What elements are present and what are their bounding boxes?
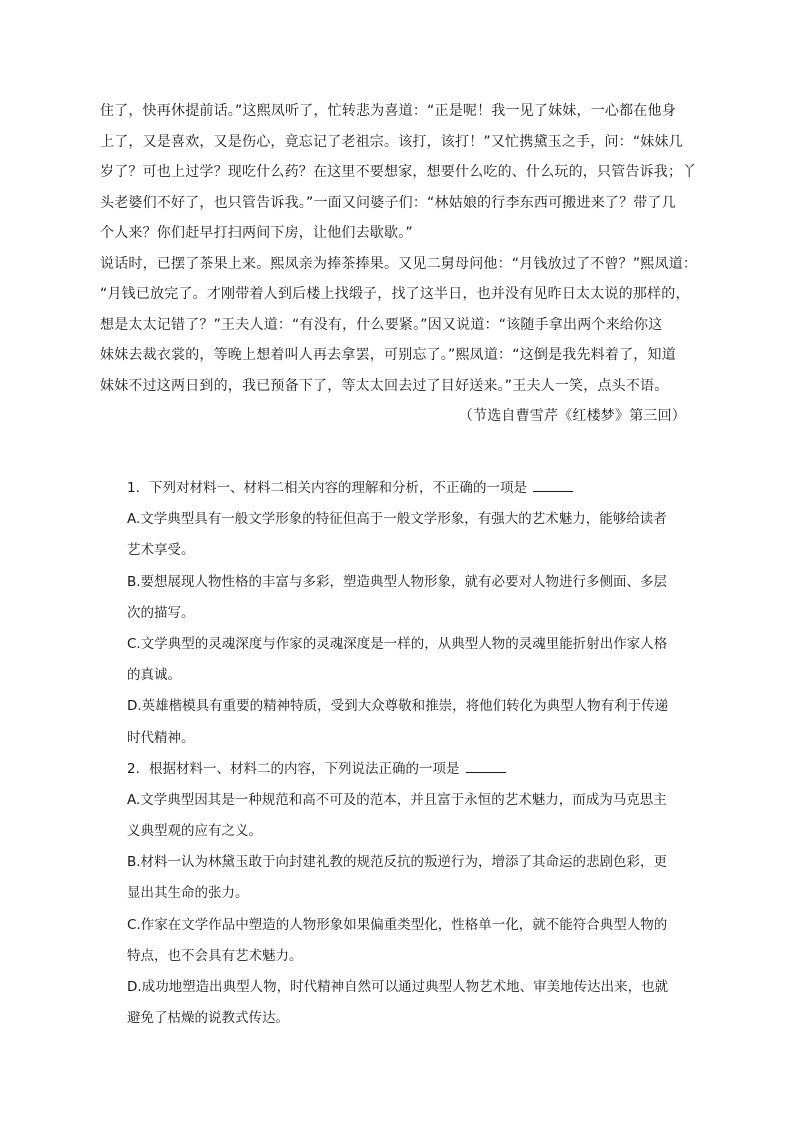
option-b-line: B.材料一认为林黛玉敢于向封建礼教的规范反抗的叛逆行为，增添了其命运的悲剧色彩，更 bbox=[127, 854, 668, 871]
passage-line: 头老婆们不好了，也只管告诉我。”一面又问婆子们：“林姑娘的行李东西可搬进来了？带了几 bbox=[100, 194, 676, 211]
passage-line: 说话时，已摆了茶果上来。熙凤亲为捧茶捧果。又见二舅母问他：“月钱放过了不曾？”熙凤道： bbox=[100, 255, 698, 272]
option-d-line: D.英雄楷模具有重要的精神特质，受到大众尊敬和推崇，将他们转化为典型人物有利于传递 bbox=[127, 698, 669, 715]
passage-line: 岁了？可也上过学？现吃什么药？在这里不要想家，想要什么吃的、什么玩的，只管告诉我；丫 bbox=[100, 164, 697, 180]
option-b-line: B.要想展现人物性格的丰富与多彩，塑造典型人物形象，就有必要对人物进行多侧面、多层 bbox=[127, 573, 668, 590]
passage-line: “月钱已放完了。才刚带着人到后楼上找缎子，找了这半日，也并没有见昨日太太说的那样的， bbox=[100, 286, 690, 302]
question-number: 2. bbox=[127, 760, 140, 777]
option-a-line: 艺术享受。 bbox=[127, 542, 195, 559]
option-a-line: A.文学典型具有一般文学形象的特征但高于一般文学形象，有强大的艺术魅力，能够给读者 bbox=[127, 511, 667, 528]
option-b-line: 次的描写。 bbox=[127, 604, 195, 621]
question-number: 1. bbox=[127, 480, 140, 496]
option-d-line: 避免了枯燥的说教式传达。 bbox=[127, 1010, 289, 1027]
option-c-line: 特点，也不会具有艺术魅力。 bbox=[127, 947, 303, 964]
passage-line: 想是太太记错了？”王夫人道：“有没有，什么要紧。”因又说道：“该随手拿出两个来给你这 bbox=[100, 316, 663, 333]
passage-line: 住了，快再休提前话。”这熙凤听了，忙转悲为喜道：“正是呢！我一见了妹妹，一心都在他身 bbox=[100, 103, 676, 119]
novel-excerpt bbox=[100, 96, 700, 432]
option-d-line: D.成功地塑造出典型人物，时代精神自然可以通过典型人物艺术地、审美地传达出来，也就 bbox=[127, 979, 669, 995]
option-b-line: 显出其生命的张力。 bbox=[127, 885, 249, 902]
answer-blank[interactable] bbox=[466, 758, 506, 773]
option-c-line: 的真诚。 bbox=[127, 667, 181, 684]
option-d-line: 时代精神。 bbox=[127, 729, 195, 746]
question-list bbox=[127, 473, 697, 1034]
option-a-line: A.文学典型因其是一种规范和高不可及的范本，并且富于永恒的艺术魅力，而成为马克思主 bbox=[127, 791, 667, 808]
option-a-line: 义典型观的应有之义。 bbox=[127, 823, 262, 840]
excerpt-source: （节选自曹雪芹《红楼梦》第三回） bbox=[458, 408, 686, 424]
question-stem: 根据材料一、材料二的内容，下列说法正确的一项是 bbox=[149, 760, 460, 777]
option-c-line: C.文学典型的灵魂深度与作家的灵魂深度是一样的，从典型人物的灵魂里能折射出作家人格 bbox=[127, 635, 668, 652]
answer-blank[interactable] bbox=[533, 477, 573, 492]
question-2-stem-line bbox=[127, 754, 697, 785]
question-stem: 下列对材料一、材料二相关内容的理解和分析，不正确的一项是 bbox=[149, 480, 527, 496]
question-1-stem-line bbox=[127, 473, 697, 504]
passage-line: 上了，又是喜欢，又是伤心，竟忘记了老祖宗。该打，该打！”又忙携黛玉之手，问：“妹妹几 bbox=[100, 133, 683, 150]
passage-line: 妹妹去裁衣裳的，等晚上想着叫人再去拿罢，可别忘了。”熙凤道：“这倒是我先料着了，知道 bbox=[100, 347, 676, 363]
passage-line: 妹妹不过这两日到的，我已预备下了，等太太回去过了目好送来。”王夫人一笑，点头不语。 bbox=[100, 377, 669, 394]
passage-line: 个人来？你们赶早打扫两间下房，让他们去歇歇。” bbox=[100, 225, 413, 241]
option-c-line: C.作家在文学作品中塑造的人物形象如果偏重类型化，性格单一化，就不能符合典型人物的 bbox=[127, 916, 668, 933]
